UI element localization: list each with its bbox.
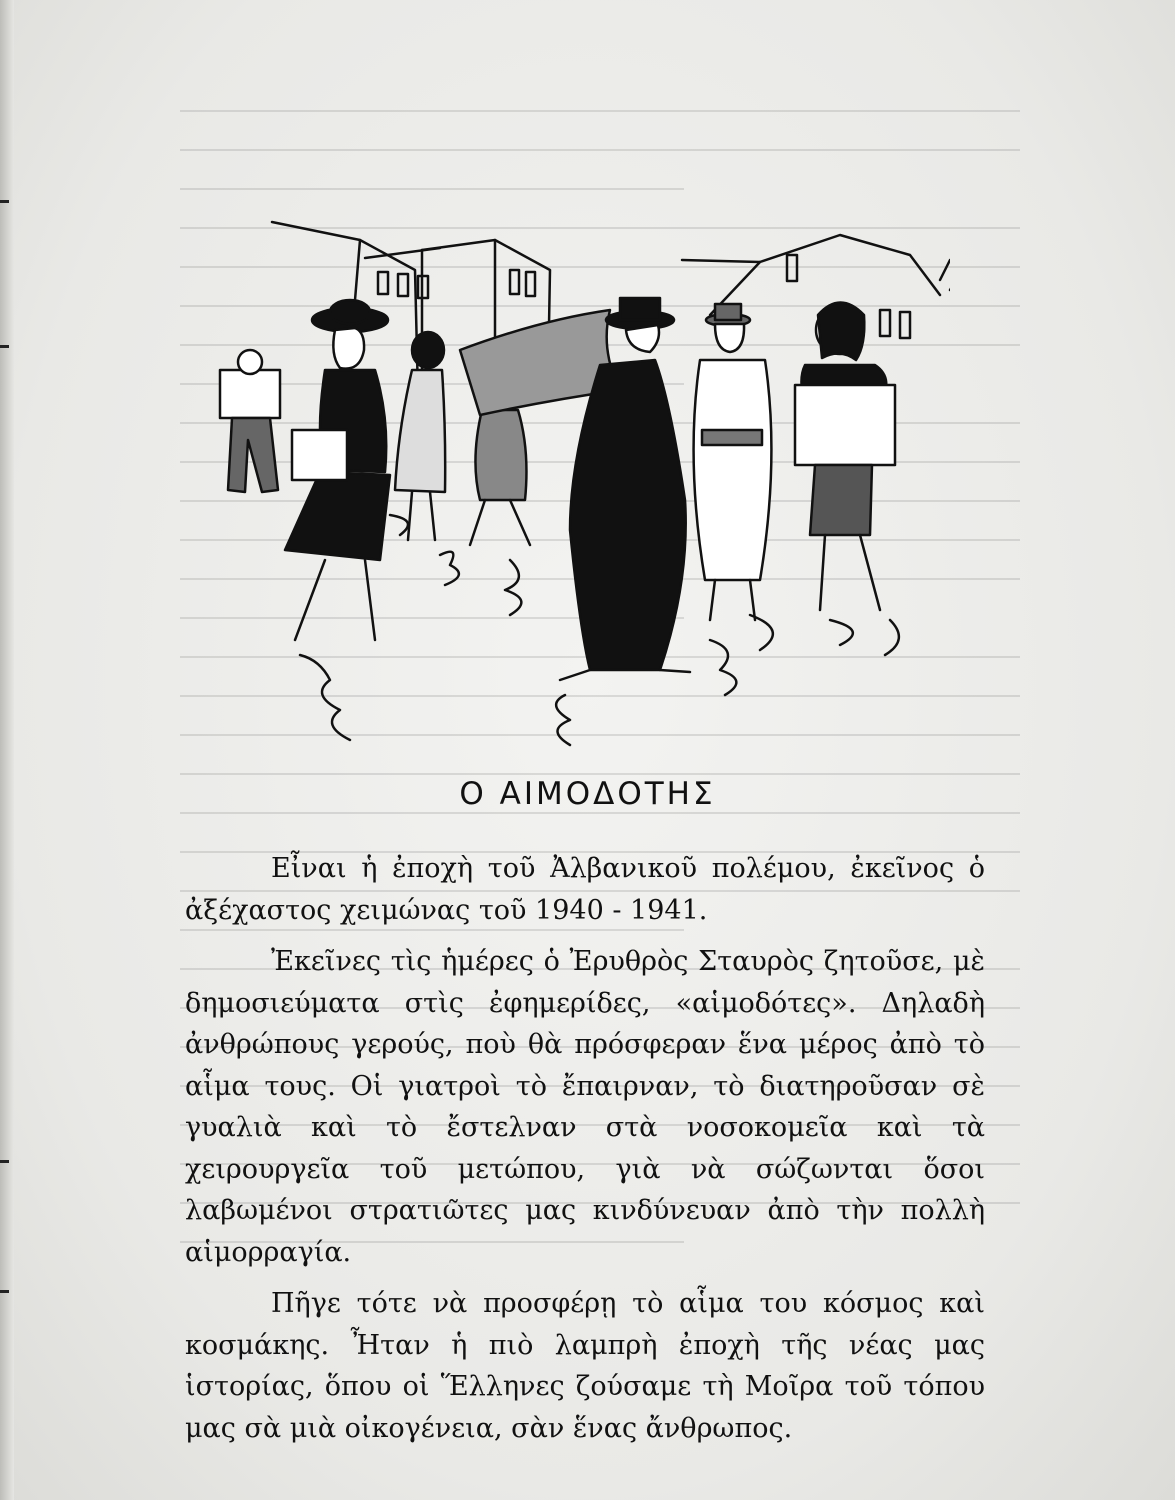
binding-mark <box>0 1290 9 1293</box>
binding-mark <box>0 345 9 348</box>
woman-with-briefcase <box>285 300 390 740</box>
paragraph: Ἐκεῖνες τὶς ἡμέρες ὁ Ἐρυθρὸς Σταυρὸς ζητοῦσε, μὲ δημοσιεύματα στὶς ἐφημερίδες, «αἱμοδότες». Δηλαδὴ ἀνθρώπους γερούς, ποὺ θὰ πρόσφεραν ἕνα μέρος ἀπὸ τὸ αἷμα τους. Οἱ γιατροὶ τὸ ἔπαιρναν, τὸ διατηροῦσαν σὲ γυαλιὰ καὶ τὸ ἔστελναν στὰ νοσοκομεῖα καὶ τὰ χειρουργεῖα τοῦ μετώπου, γιὰ νὰ σώζωνται ὅσοι λαβωμένοι στρατιῶτες μας κινδύνευαν ἀπὸ τὴν πολλὴ αἱμορραγία. <box>185 946 985 1268</box>
binding-mark <box>0 200 9 203</box>
woman-with-newspaper <box>795 303 895 611</box>
street-scene-illustration <box>150 200 950 760</box>
man-reading-newspaper <box>220 350 280 492</box>
body-text <box>185 848 985 1449</box>
man-in-light-coat <box>694 304 772 620</box>
man-in-dark-coat <box>460 298 690 745</box>
paragraph: Εἶναι ἡ ἐποχὴ τοῦ Ἀλβανικοῦ πολέμου, ἐκεῖνος ὁ ἀξέχαστος χειμώνας τοῦ 1940 - 1941. <box>185 853 985 926</box>
chapter-title: Ο ΑΙΜΟΔΟΤΗΣ <box>459 776 716 812</box>
paragraph: Πῆγε τότε νὰ προσφέρῃ τὸ αἷμα του κόσμος καὶ κοσμάκης. Ἦταν ἡ πιὸ λαμπρὴ ἐποχὴ τῆς νέας μας ἱστορίας, ὅπου οἱ Ἕλληνες ζούσαμε τὴ Μοῖρα τοῦ τόπου μας σὰ μιὰ οἰκογένεια, σὰν ἕνας ἄνθρωπος. <box>185 1288 985 1444</box>
woman-in-coat <box>395 332 445 540</box>
binding-edge <box>0 0 14 1500</box>
binding-mark <box>0 1160 9 1163</box>
